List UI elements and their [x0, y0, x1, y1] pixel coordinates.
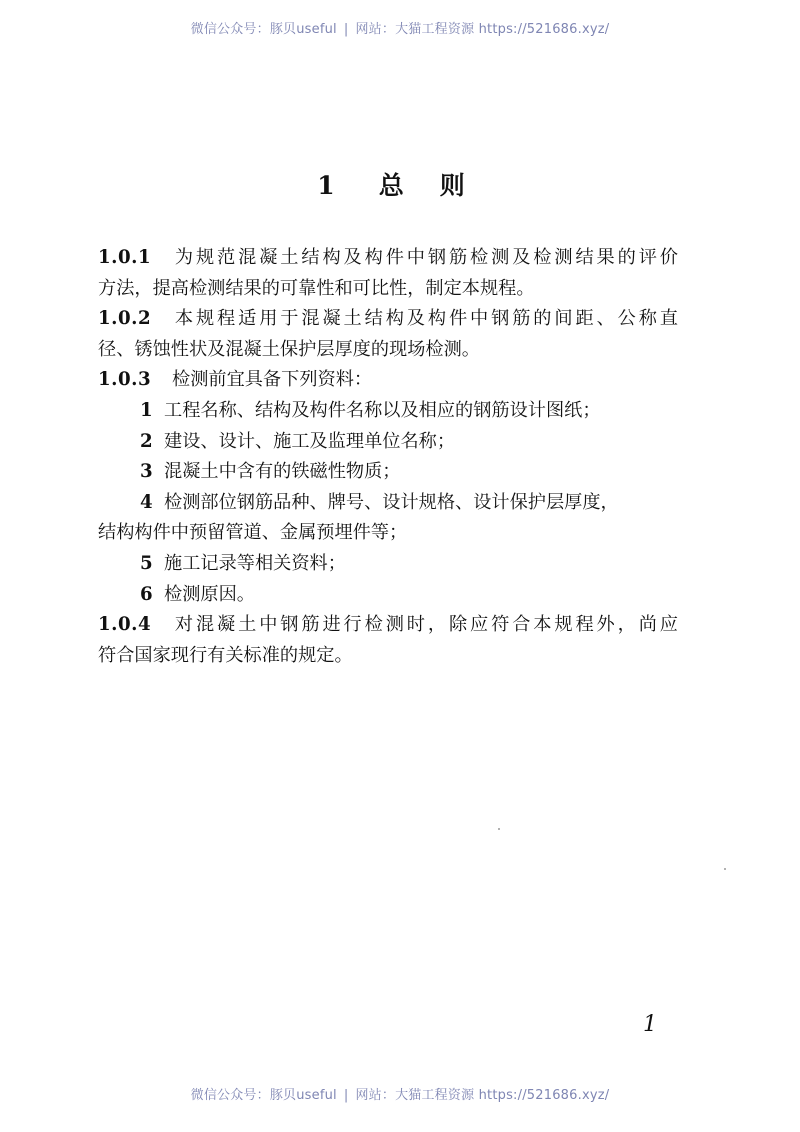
watermark-header [0, 18, 800, 37]
list-item-number: 4 [140, 491, 153, 513]
list-item [98, 457, 678, 488]
list-item-text: 检测部位钢筋品种、牌号、设计规格、设计保护层厚度， [164, 491, 619, 513]
document-body [98, 243, 678, 671]
chapter-title [0, 166, 800, 202]
list-item-number: 1 [140, 399, 153, 421]
page-number: 1 [643, 1012, 657, 1037]
list-item-number: 2 [140, 430, 153, 452]
watermark-wechat: 微信公众号：豚贝useful [190, 1088, 337, 1103]
clause-1-0-1-line-1 [98, 243, 678, 274]
watermark-wechat: 微信公众号：豚贝useful [190, 22, 337, 37]
list-item-text: 结构构件中预留管道、金属预埋件等； [98, 522, 408, 544]
clause-1-0-3-line-1 [98, 365, 678, 396]
list-item-text: 检测原因。 [164, 583, 255, 605]
watermark-separator: | [343, 22, 349, 37]
clause-text: 本规程适用于混凝土结构及构件中钢筋的间距、公称直 [172, 308, 678, 330]
chapter-title-char-1: 总 [378, 171, 404, 200]
clause-1-0-2-line-1 [98, 304, 678, 335]
list-item [98, 488, 678, 519]
list-item-text: 施工记录等相关资料； [164, 552, 346, 574]
clause-number: 1.0.2 [98, 308, 152, 330]
clause-text: 对混凝土中钢筋进行检测时，除应符合本规程外，尚应 [172, 614, 678, 636]
list-item-text: 建设、设计、施工及监理单位名称； [164, 430, 456, 452]
clause-text: 检测前宜具备下列资料： [172, 369, 373, 391]
list-item-number: 6 [140, 583, 153, 605]
clause-1-0-2-line-2 [98, 335, 678, 366]
list-item-number: 5 [140, 552, 153, 574]
watermark-website: 网站：大猫工程资源 https://521686.xyz/ [355, 1088, 610, 1103]
clause-text: 径、锈蚀性状及混凝土保护层厚度的现场检测。 [98, 338, 480, 360]
list-item-text: 混凝土中含有的铁磁性物质； [164, 461, 401, 483]
list-item [98, 580, 678, 611]
clause-text: 符合国家现行有关标准的规定。 [98, 644, 353, 666]
scan-speck [724, 868, 726, 870]
list-item [98, 549, 678, 580]
list-item [98, 427, 678, 458]
scan-speck [498, 828, 500, 830]
list-item [98, 396, 678, 427]
clause-text: 为规范混凝土结构及构件中钢筋检测及检测结果的评价 [172, 247, 678, 268]
watermark-footer [0, 1084, 800, 1103]
clause-number: 1.0.3 [98, 369, 152, 391]
clause-1-0-4-line-2 [98, 641, 678, 672]
clause-number: 1.0.4 [98, 614, 152, 636]
chapter-number: 1 [317, 171, 335, 200]
list-item-continuation [98, 518, 678, 549]
clause-1-0-4-line-1 [98, 610, 678, 641]
list-item-text: 工程名称、结构及构件名称以及相应的钢筋设计图纸； [164, 399, 601, 421]
list-item-number: 3 [140, 461, 153, 483]
watermark-separator: | [343, 1088, 349, 1103]
watermark-website: 网站：大猫工程资源 https://521686.xyz/ [355, 22, 610, 37]
clause-1-0-1-line-2 [98, 274, 678, 305]
chapter-title-char-2: 则 [439, 171, 465, 200]
clause-text: 方法，提高检测结果的可靠性和可比性，制定本规程。 [98, 277, 535, 299]
clause-number: 1.0.1 [98, 247, 152, 268]
